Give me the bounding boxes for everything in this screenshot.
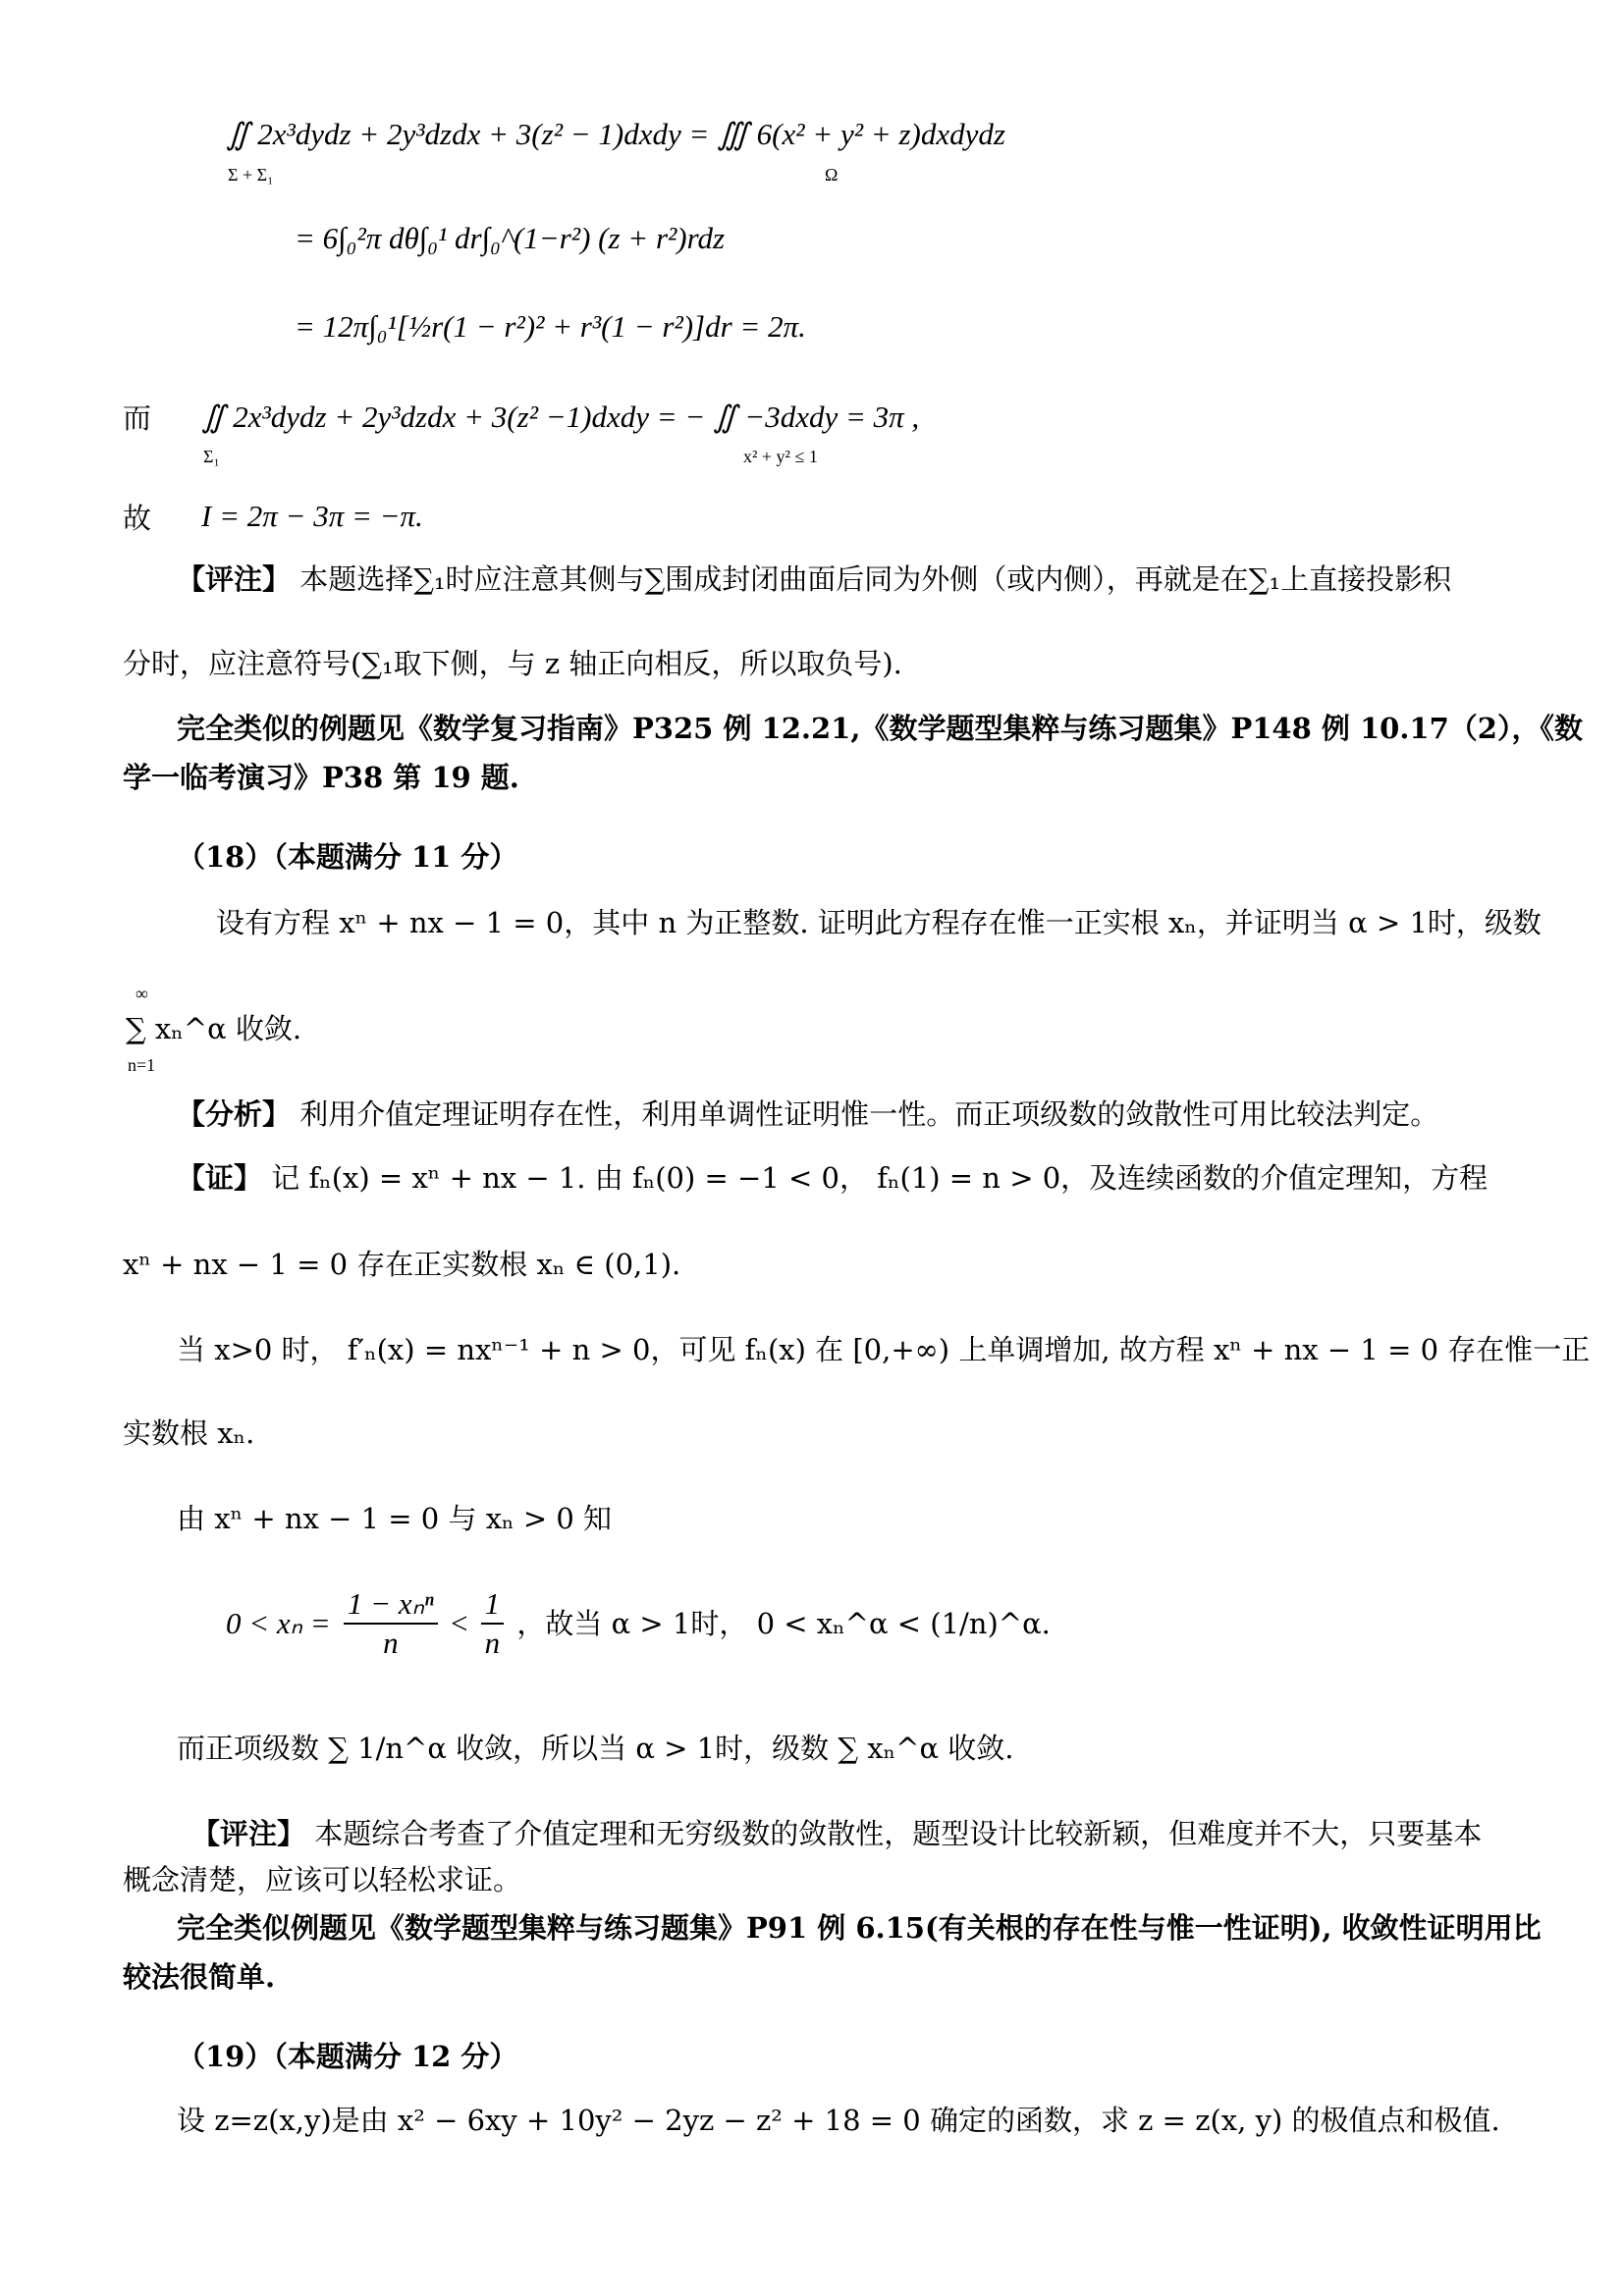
q18-remark-tag: 【评注】 <box>191 1817 306 1850</box>
ineq-frac1-num: 1 − xₙⁿ <box>344 1585 438 1625</box>
eq3-lead: 故 <box>123 502 152 535</box>
remark1-line1 <box>177 560 1451 599</box>
q18-ref-line2: 较法很简单. <box>123 1960 276 1994</box>
ineq-left: 0 < xₙ = <box>226 1606 331 1640</box>
ineq-right: ，故当 α > 1时， 0 < xₙ^α < (1/n)^α. <box>516 1607 1051 1640</box>
eq1-line2: = 6∫₀²π dθ∫₀¹ dr∫₀^(1−r²) (z + r²)rdz <box>295 221 726 255</box>
q18-remark-text1: 本题综合考查了介值定理和无穷级数的敛散性，题型设计比较新颖，但难度并不大，只要基本 <box>314 1817 1483 1850</box>
remark1-tag: 【评注】 <box>177 562 292 596</box>
q18-proof-line2: xⁿ + nx − 1 = 0 存在正实数根 xₙ ∈ (0,1). <box>123 1248 681 1281</box>
ineq-frac2 <box>481 1585 505 1662</box>
q18-proof-line4: 实数根 xₙ. <box>123 1416 255 1450</box>
ineq-frac1 <box>344 1585 438 1662</box>
eq2-lead: 而 <box>123 401 152 435</box>
q19-header: （19）（本题满分 12 分） <box>177 2040 518 2073</box>
q18-inequality <box>226 1582 1051 1663</box>
remark1-line2: 分时，应注意符号(∑₁取下侧，与 z 轴正向相反，所以取负号). <box>123 647 902 680</box>
q18-conclusion: 而正项级数 ∑ 1/n^α 收敛，所以当 α > 1时，级数 ∑ xₙ^α 收敛. <box>177 1732 1014 1765</box>
eq3-expr: I = 2π − 3π = −π. <box>201 499 423 533</box>
q18-ref-line1: 完全类似例题见《数学题型集粹与练习题集》P91 例 6.15(有关根的存在性与惟一性证明), 收敛性证明用比 <box>177 1911 1542 1945</box>
ref1-line1: 完全类似的例题见《数学复习指南》P325 例 12.21,《数学题型集粹与练习题集》P148 例 10.17（2），《数 <box>177 712 1583 745</box>
q18-analysis-text: 利用介值定理证明存在性，利用单调性证明惟一性。而正项级数的敛散性可用比较法判定。 <box>299 1097 1439 1131</box>
q18-proof-tag: 【证】 <box>177 1161 263 1195</box>
q18-analysis-line <box>177 1095 1438 1134</box>
eq1-line1 <box>226 110 1005 159</box>
q18-sum-top: ∞ <box>135 984 148 1003</box>
q18-stmt1: 设有方程 xⁿ + nx − 1 = 0，其中 n 为正整数. 证明此方程存在惟一正实根 xₙ，并证明当 α > 1时，级数 <box>216 906 1542 939</box>
ineq-frac2-den: n <box>484 1626 501 1660</box>
q18-stmt2: ∑ xₙ^α 收敛. <box>126 1012 302 1045</box>
q18-header: （18）（本题满分 11 分） <box>177 840 518 874</box>
eq2-expr: ∬ 2x³dydz + 2y³dzdx + 3(z² −1)dxdy = − ∬ −3dxdy = 3π , <box>201 400 920 434</box>
eq1-rhs-sub: Ω <box>825 165 839 185</box>
q18-proof-line3: 当 x>0 时， f′ₙ(x) = nxⁿ⁻¹ + n > 0，可见 fₙ(x) 在 [0,+∞) 上单调增加, 故方程 xⁿ + nx − 1 = 0 存在惟一正 <box>177 1333 1591 1366</box>
ref1-line2: 学一临考演习》P38 第 19 题. <box>123 761 519 794</box>
q18-remark-line1 <box>191 1814 1482 1853</box>
q18-remark-line2: 概念清楚，应该可以轻松求证。 <box>123 1863 522 1896</box>
ineq-mid: < <box>450 1606 468 1640</box>
eq2-sub1: Σ₁ <box>203 447 220 466</box>
q19-stmt: 设 z=z(x,y)是由 x² − 6xy + 10y² − 2yz − z² + 18 = 0 确定的函数，求 z = z(x, y) 的极值点和极值. <box>177 2104 1500 2137</box>
q18-proof-text1: 记 fₙ(x) = xⁿ + nx − 1. 由 fₙ(0) = −1 < 0， fₙ(1) = n > 0，及连续函数的介值定理知，方程 <box>271 1161 1489 1195</box>
q18-proof-line5: 由 xⁿ + nx − 1 = 0 与 xₙ > 0 知 <box>177 1502 613 1535</box>
ineq-frac1-den: n <box>383 1626 399 1660</box>
q18-proof-line1 <box>177 1158 1488 1198</box>
q18-sum-bot: n=1 <box>128 1055 156 1075</box>
eq1-lhs: ∬ 2x³dydz + 2y³dzdx + 3(z² − 1)dxdy = ∭ 6(x² + y² + z)dxdydz <box>226 117 1005 151</box>
q18-analysis-tag: 【分析】 <box>177 1097 292 1131</box>
ineq-frac2-num: 1 <box>481 1585 505 1625</box>
remark1-text1: 本题选择∑₁时应注意其侧与∑围成封闭曲面后同为外侧（或内侧），再就是在∑₁上直接投影积 <box>299 562 1452 596</box>
eq2-sub2: x² + y² ≤ 1 <box>743 447 818 466</box>
eq1-lhs-sub: Σ + Σ₁ <box>228 165 274 185</box>
eq1-line3: = 12π∫₀¹[½r(1 − r²)² + r³(1 − r²)]dr = 2π. <box>295 309 806 344</box>
